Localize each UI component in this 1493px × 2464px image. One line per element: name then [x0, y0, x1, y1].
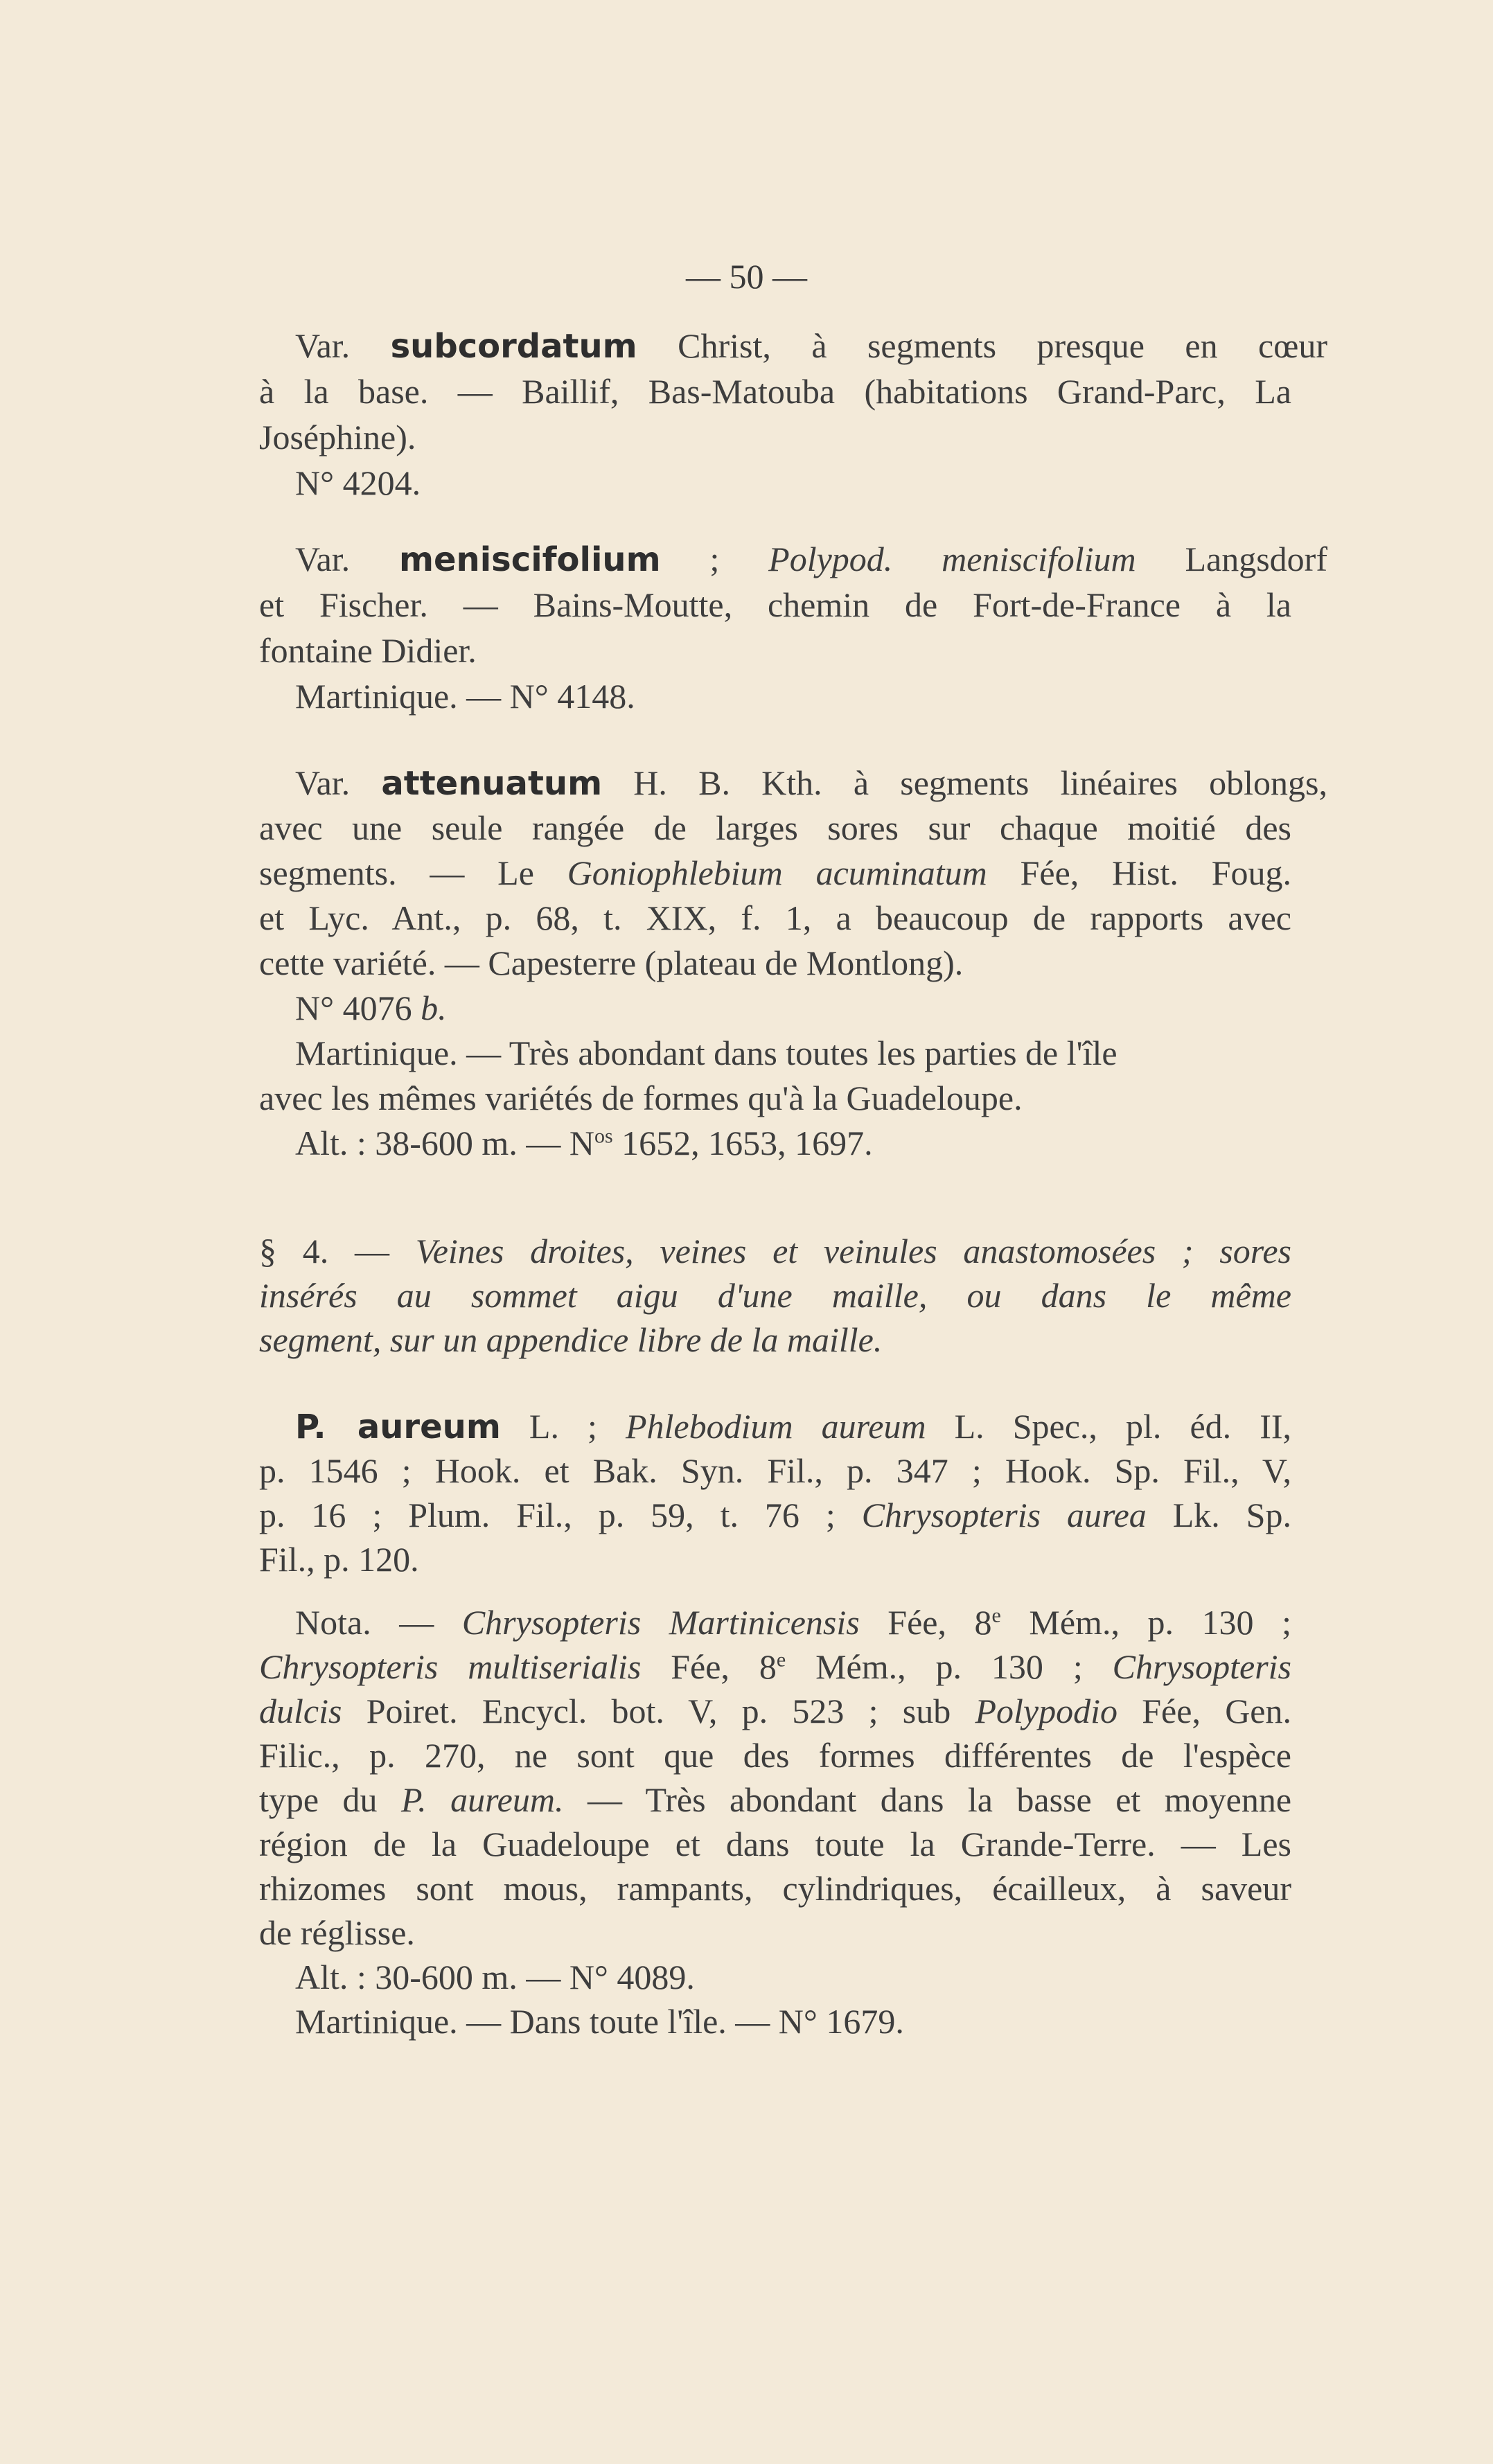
attenuatum-line-5: cette variété. — Capesterre (plateau de Montlong).: [259, 943, 964, 982]
nota-line-1: Nota. — Chrysopteris Martinicensis Fée, 8e Mém., p. 130 ;: [295, 1603, 1291, 1642]
species-name: P. aureum: [295, 1408, 501, 1446]
subcordatum-line-1: Var. subcordatum Christ, à segments presque en cœur: [295, 326, 1327, 366]
nota-line-5: type du P. aureum. — Très abondant dans la basse et moyenne: [259, 1780, 1292, 1819]
subcordatum-line-3: Joséphine).: [259, 418, 416, 457]
nota-line-9: Alt. : 30-600 m. — N° 4089.: [295, 1958, 695, 1996]
variety-name: meniscifolium: [398, 540, 661, 579]
nota-line-4: Filic., p. 270, ne sont que des formes différentes de l'espèce: [259, 1736, 1291, 1775]
section-4-line-2: insérés au sommet aigu d'une maille, ou dans le même: [259, 1276, 1291, 1315]
variety-name: attenuatum: [381, 764, 603, 803]
attenuatum-line-9: Alt. : 38-600 m. — $N^{os}$ 1652, 1653, 1697.: [295, 1124, 873, 1162]
attenuatum-line-8: avec les mêmes variétés de formes qu'à la Guadeloupe.: [259, 1079, 1023, 1117]
attenuatum-line-3: segments. — Le Goniophlebium acuminatum Fée, Hist. Foug.: [259, 853, 1292, 892]
aureum-line-3: p. 16 ; Plum. Fil., p. 59, t. 76 ; Chrysopteris aurea Lk. Sp.: [259, 1496, 1291, 1534]
attenuatum-line-1: Var. attenuatum H. B. Kth. à segments linéaires oblongs,: [295, 763, 1327, 803]
section-4-line-1: § 4. — Veines droites, veines et veinules anastomosées ; sores: [259, 1232, 1291, 1270]
attenuatum-line-2: avec une seule rangée de larges sores sur chaque moitié des: [259, 808, 1291, 847]
section-4-line-3: segment, sur un appendice libre de la maille.: [259, 1320, 883, 1359]
attenuatum-line-4: et Lyc. Ant., p. 68, t. XIX, f. 1, a beaucoup de rapports avec: [259, 898, 1291, 937]
nota-line-8: de réglisse.: [259, 1913, 415, 1952]
aureum-line-2: p. 1546 ; Hook. et Bak. Syn. Fil., p. 347 ; Hook. Sp. Fil., V,: [259, 1451, 1291, 1490]
meniscifolium-line-4: Martinique. — N° 4148.: [295, 677, 635, 716]
variety-name: subcordatum: [390, 327, 637, 366]
aureum-line-1: P. aureum L. ; Phlebodium aureum L. Spec., pl. éd. II,: [295, 1407, 1292, 1446]
subcordatum-line-4: N° 4204.: [295, 463, 421, 502]
nota-line-2: Chrysopteris multiserialis Fée, 8e Mém., p. 130 ; Chrysopteris: [259, 1647, 1292, 1686]
aureum-line-4: Fil., p. 120.: [259, 1540, 419, 1579]
nota-line-10: Martinique. — Dans toute l'île. — N° 1679.: [295, 2002, 904, 2041]
meniscifolium-line-2: et Fischer. — Bains-Moutte, chemin de Fort-de-France à la: [259, 585, 1291, 624]
nota-line-6: région de la Guadeloupe et dans toute la Grande-Terre. — Les: [259, 1825, 1291, 1863]
subcordatum-line-2: à la base. — Baillif, Bas-Matouba (habitations Grand-Parc, La: [259, 372, 1291, 411]
nota-line-3: dulcis Poiret. Encycl. bot. V, p. 523 ; sub Polypodio Fée, Gen.: [259, 1692, 1291, 1730]
nota-line-7: rhizomes sont mous, rampants, cylindriques, écailleux, à saveur: [259, 1869, 1291, 1908]
attenuatum-line-6: N° 4076 b.: [295, 989, 447, 1027]
attenuatum-line-7: Martinique. — Très abondant dans toutes les parties de l'île: [295, 1034, 1117, 1072]
meniscifolium-line-3: fontaine Didier.: [259, 631, 477, 670]
meniscifolium-line-1: Var. meniscifolium ; Polypod. meniscifolium Langsdorf: [295, 540, 1327, 579]
page-number: — 50 —: [686, 257, 807, 296]
